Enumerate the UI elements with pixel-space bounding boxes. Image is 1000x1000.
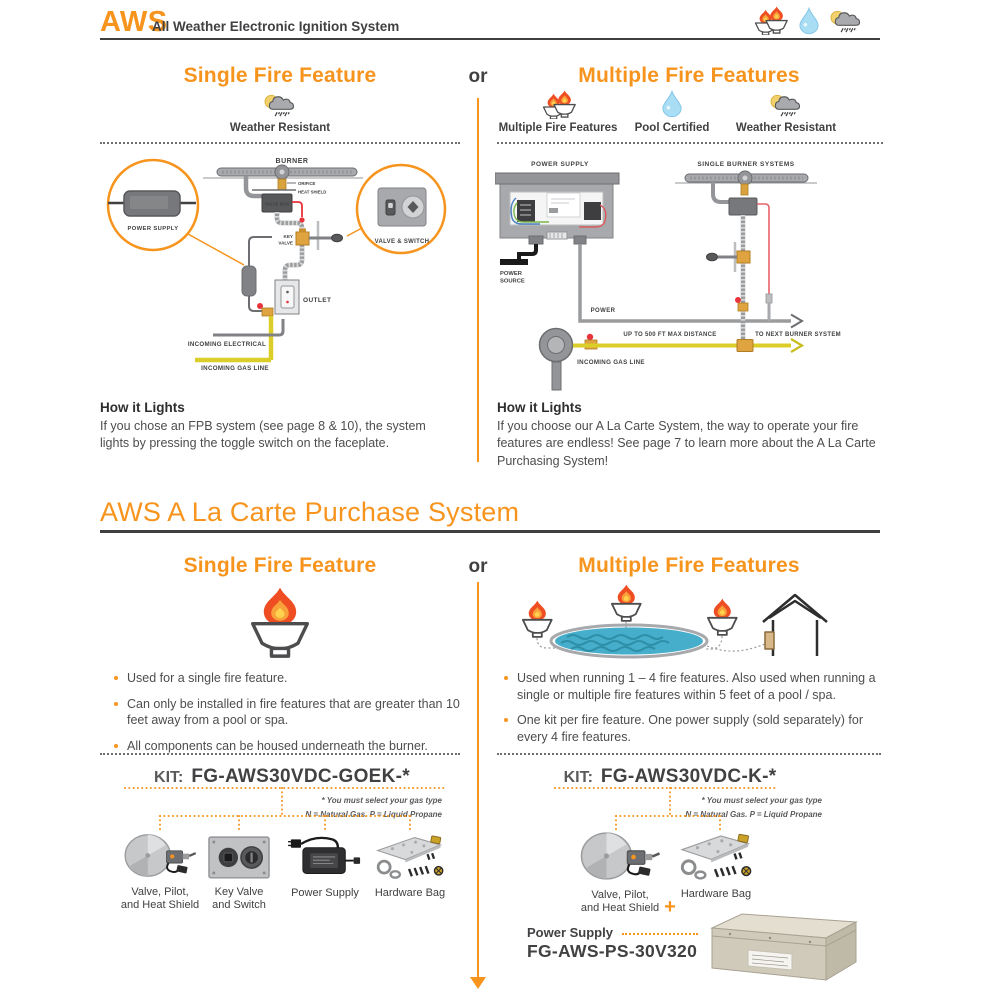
burner-assembly bbox=[203, 158, 363, 196]
power-supply-product-code: FG-AWS-PS-30V320 bbox=[527, 941, 698, 961]
key-valve-switch-icon bbox=[208, 834, 270, 879]
s1-left-title: Single Fire Feature bbox=[183, 64, 377, 87]
kit-code: FG-AWS30VDC-K-* bbox=[600, 766, 777, 787]
power-source-cable bbox=[500, 244, 536, 285]
column-divider-arrow bbox=[477, 582, 479, 978]
power-label: POWER bbox=[590, 308, 616, 314]
single-burner-label: SINGLE BURNER SYSTEMS bbox=[697, 161, 795, 168]
bullet-dot bbox=[114, 702, 118, 706]
fire-bowl-icon bbox=[708, 599, 737, 635]
kit-item-hardware-bag bbox=[668, 830, 764, 901]
s1-right-how-text: If you choose our A La Carte System, the way to operate your fire features are endless! See page 7 to learn more about the A La Carte Purchasing System! bbox=[497, 419, 876, 468]
s1-left-badge-label: Weather Resistant bbox=[229, 122, 331, 134]
multiple-fire-features-icon bbox=[540, 90, 578, 124]
bullet-dot bbox=[114, 744, 118, 748]
fire-bowl-icon bbox=[251, 586, 309, 663]
s2-title-rule bbox=[100, 530, 880, 533]
note-line: N = Natural Gas. P = Liquid Propane bbox=[685, 809, 822, 819]
single-fire-diagram bbox=[100, 148, 480, 393]
s1-left-how-text: If you chose an FPB system (see page 8 & 10), the system lights by pressing the toggle switch on the faceplate. bbox=[100, 419, 426, 451]
kit-item-label: and Heat Shield bbox=[580, 902, 660, 915]
kit-item-label: Power Supply bbox=[291, 887, 359, 899]
weather-resistant-icon bbox=[768, 90, 804, 124]
igniter-wire bbox=[292, 202, 305, 223]
list-item bbox=[504, 670, 882, 703]
incoming-gas-label: INCOMING GAS LINE bbox=[201, 365, 269, 372]
note-line: * You must select your gas type bbox=[701, 796, 822, 805]
multiple-fire-features-icon bbox=[752, 6, 790, 35]
s2-right-kit-connectors bbox=[497, 784, 857, 834]
list-item bbox=[114, 670, 466, 687]
gas-main bbox=[540, 329, 841, 391]
incoming-gas-label: INCOMING GAS LINE bbox=[577, 359, 645, 366]
separator bbox=[100, 142, 460, 144]
kit-code: FG-AWS30VDC-GOEK-* bbox=[191, 766, 410, 787]
s2-right-bullets bbox=[504, 670, 882, 754]
kit-item-label: Hardware Bag bbox=[374, 887, 446, 899]
key-valve-label2: VALVE bbox=[278, 240, 293, 246]
s1-right-badge-2: Weather Resistant bbox=[735, 122, 837, 134]
bullet-dot bbox=[504, 676, 508, 680]
valve-pilot-icon bbox=[124, 832, 196, 879]
kit-label: KIT: bbox=[563, 769, 593, 786]
note-line: N = Natural Gas. P = Liquid Propane bbox=[305, 809, 442, 819]
valve-box-label: VALVE BOX bbox=[264, 201, 290, 207]
s1-or: or bbox=[468, 66, 488, 87]
kit-item-hardware-bag bbox=[362, 832, 458, 900]
pool-fire-features-scene bbox=[497, 582, 887, 670]
list-item bbox=[114, 696, 466, 729]
burner-system bbox=[675, 161, 817, 340]
multi-fire-diagram bbox=[495, 148, 895, 393]
power-supply-box-image bbox=[700, 906, 868, 989]
bullet-dot bbox=[114, 676, 118, 680]
separator bbox=[497, 142, 883, 144]
max-distance-label: UP TO 500 FT MAX DISTANCE bbox=[623, 332, 717, 338]
list-item bbox=[114, 738, 466, 755]
house-icon bbox=[763, 595, 827, 656]
kit-item-label: Key Valve bbox=[214, 886, 264, 898]
bullet-text: All components can be housed underneath the burner. bbox=[127, 738, 428, 753]
bullet-text: Can only be installed in fire features that are greater than 10 feet away from a pool or spa. bbox=[127, 696, 460, 727]
s2-or: or bbox=[468, 556, 488, 577]
gas-shutoff-valve bbox=[257, 303, 273, 316]
s1-right-title: Multiple Fire Features bbox=[578, 64, 800, 87]
valve-switch-label: VALVE & SWITCH bbox=[374, 239, 430, 245]
separator bbox=[497, 753, 881, 755]
incoming-electrical-label: INCOMING ELECTRICAL bbox=[187, 341, 267, 348]
plus-sign: + bbox=[664, 896, 676, 918]
bullet-text: Used for a single fire feature. bbox=[127, 671, 288, 685]
bullet-text: One kit per fire feature. One power supply (sold separately) for every 4 fire features. bbox=[517, 713, 863, 744]
kit-item-key-valve-switch bbox=[191, 834, 287, 913]
kit-item-label: and Switch bbox=[212, 899, 266, 912]
pool-certified-icon bbox=[662, 90, 682, 123]
valve-pilot-icon bbox=[580, 830, 660, 882]
power-supply-icon bbox=[288, 832, 362, 880]
incoming-lines bbox=[188, 316, 283, 372]
power-source-label2: SOURCE bbox=[500, 278, 525, 285]
power-source-label: POWER bbox=[500, 271, 522, 277]
kit-item-label: Valve, Pilot, bbox=[591, 889, 649, 901]
power-supply-unit bbox=[242, 237, 272, 311]
pool bbox=[551, 625, 707, 657]
orifice-label: ORIFICE bbox=[298, 181, 316, 186]
kit-item-label: Hardware Bag bbox=[680, 888, 752, 900]
gas-hose bbox=[277, 212, 302, 280]
separator bbox=[100, 753, 460, 755]
key-valve bbox=[278, 221, 342, 250]
hardware-bag-icon bbox=[372, 832, 448, 880]
outlet-label: OUTLET bbox=[303, 297, 332, 304]
power-supply-label: POWER SUPPLY bbox=[127, 226, 179, 232]
fire-bowl-icon bbox=[612, 585, 641, 621]
s2-left-bullets bbox=[114, 670, 466, 763]
key-valve-label: KEY bbox=[283, 234, 293, 239]
hardware-bag-icon bbox=[676, 830, 756, 881]
s2-left-kit-connectors bbox=[100, 784, 464, 834]
outlet bbox=[275, 280, 331, 314]
kit-label: KIT: bbox=[154, 769, 184, 786]
burner-label: BURNER bbox=[275, 158, 309, 165]
bullet-dot bbox=[504, 718, 508, 722]
header-rule bbox=[100, 38, 880, 40]
kit-item-power-supply bbox=[277, 832, 373, 900]
fire-bowl-icon bbox=[523, 601, 552, 637]
page-title: All Weather Electronic Ignition System bbox=[152, 19, 400, 34]
valve-box bbox=[262, 194, 292, 212]
pool-certified-icon bbox=[799, 7, 819, 35]
s1-right-how-title: How it Lights bbox=[497, 400, 582, 415]
heat-shield-label: HEAT SHIELD bbox=[298, 189, 327, 195]
to-next-burner-label: TO NEXT BURNER SYSTEM bbox=[755, 332, 841, 338]
power-supply-label: POWER SUPPLY bbox=[531, 161, 589, 168]
header-icons bbox=[752, 6, 864, 35]
s2-right-title: Multiple Fire Features bbox=[578, 554, 800, 577]
weather-resistant-icon bbox=[262, 90, 298, 124]
brand-logo: AWS bbox=[100, 6, 168, 38]
kit-item-label: Valve, Pilot, bbox=[131, 886, 189, 898]
s2-left-title: Single Fire Feature bbox=[183, 554, 377, 577]
kit-item-label: and Heat Shield bbox=[120, 899, 200, 912]
note-line: * You must select your gas type bbox=[321, 796, 442, 805]
weather-resistant-icon bbox=[828, 6, 864, 35]
s1-right-badge-1: Pool Certified bbox=[634, 122, 710, 134]
s1-left-how-title: How it Lights bbox=[100, 400, 185, 415]
s2-title: AWS A La Carte Purchase System bbox=[100, 497, 520, 527]
dotted-leader bbox=[622, 933, 698, 935]
power-supply-product-label: Power Supply bbox=[527, 925, 613, 940]
list-item bbox=[504, 712, 882, 745]
power-supply-enclosure bbox=[495, 173, 619, 244]
arrow-down-icon bbox=[470, 977, 486, 989]
bullet-text: Used when running 1 – 4 fire features. Also used when running a single or multiple fire features within 5 feet of a pool / spa. bbox=[517, 671, 876, 702]
s1-right-badge-0: Multiple Fire Features bbox=[498, 122, 618, 134]
